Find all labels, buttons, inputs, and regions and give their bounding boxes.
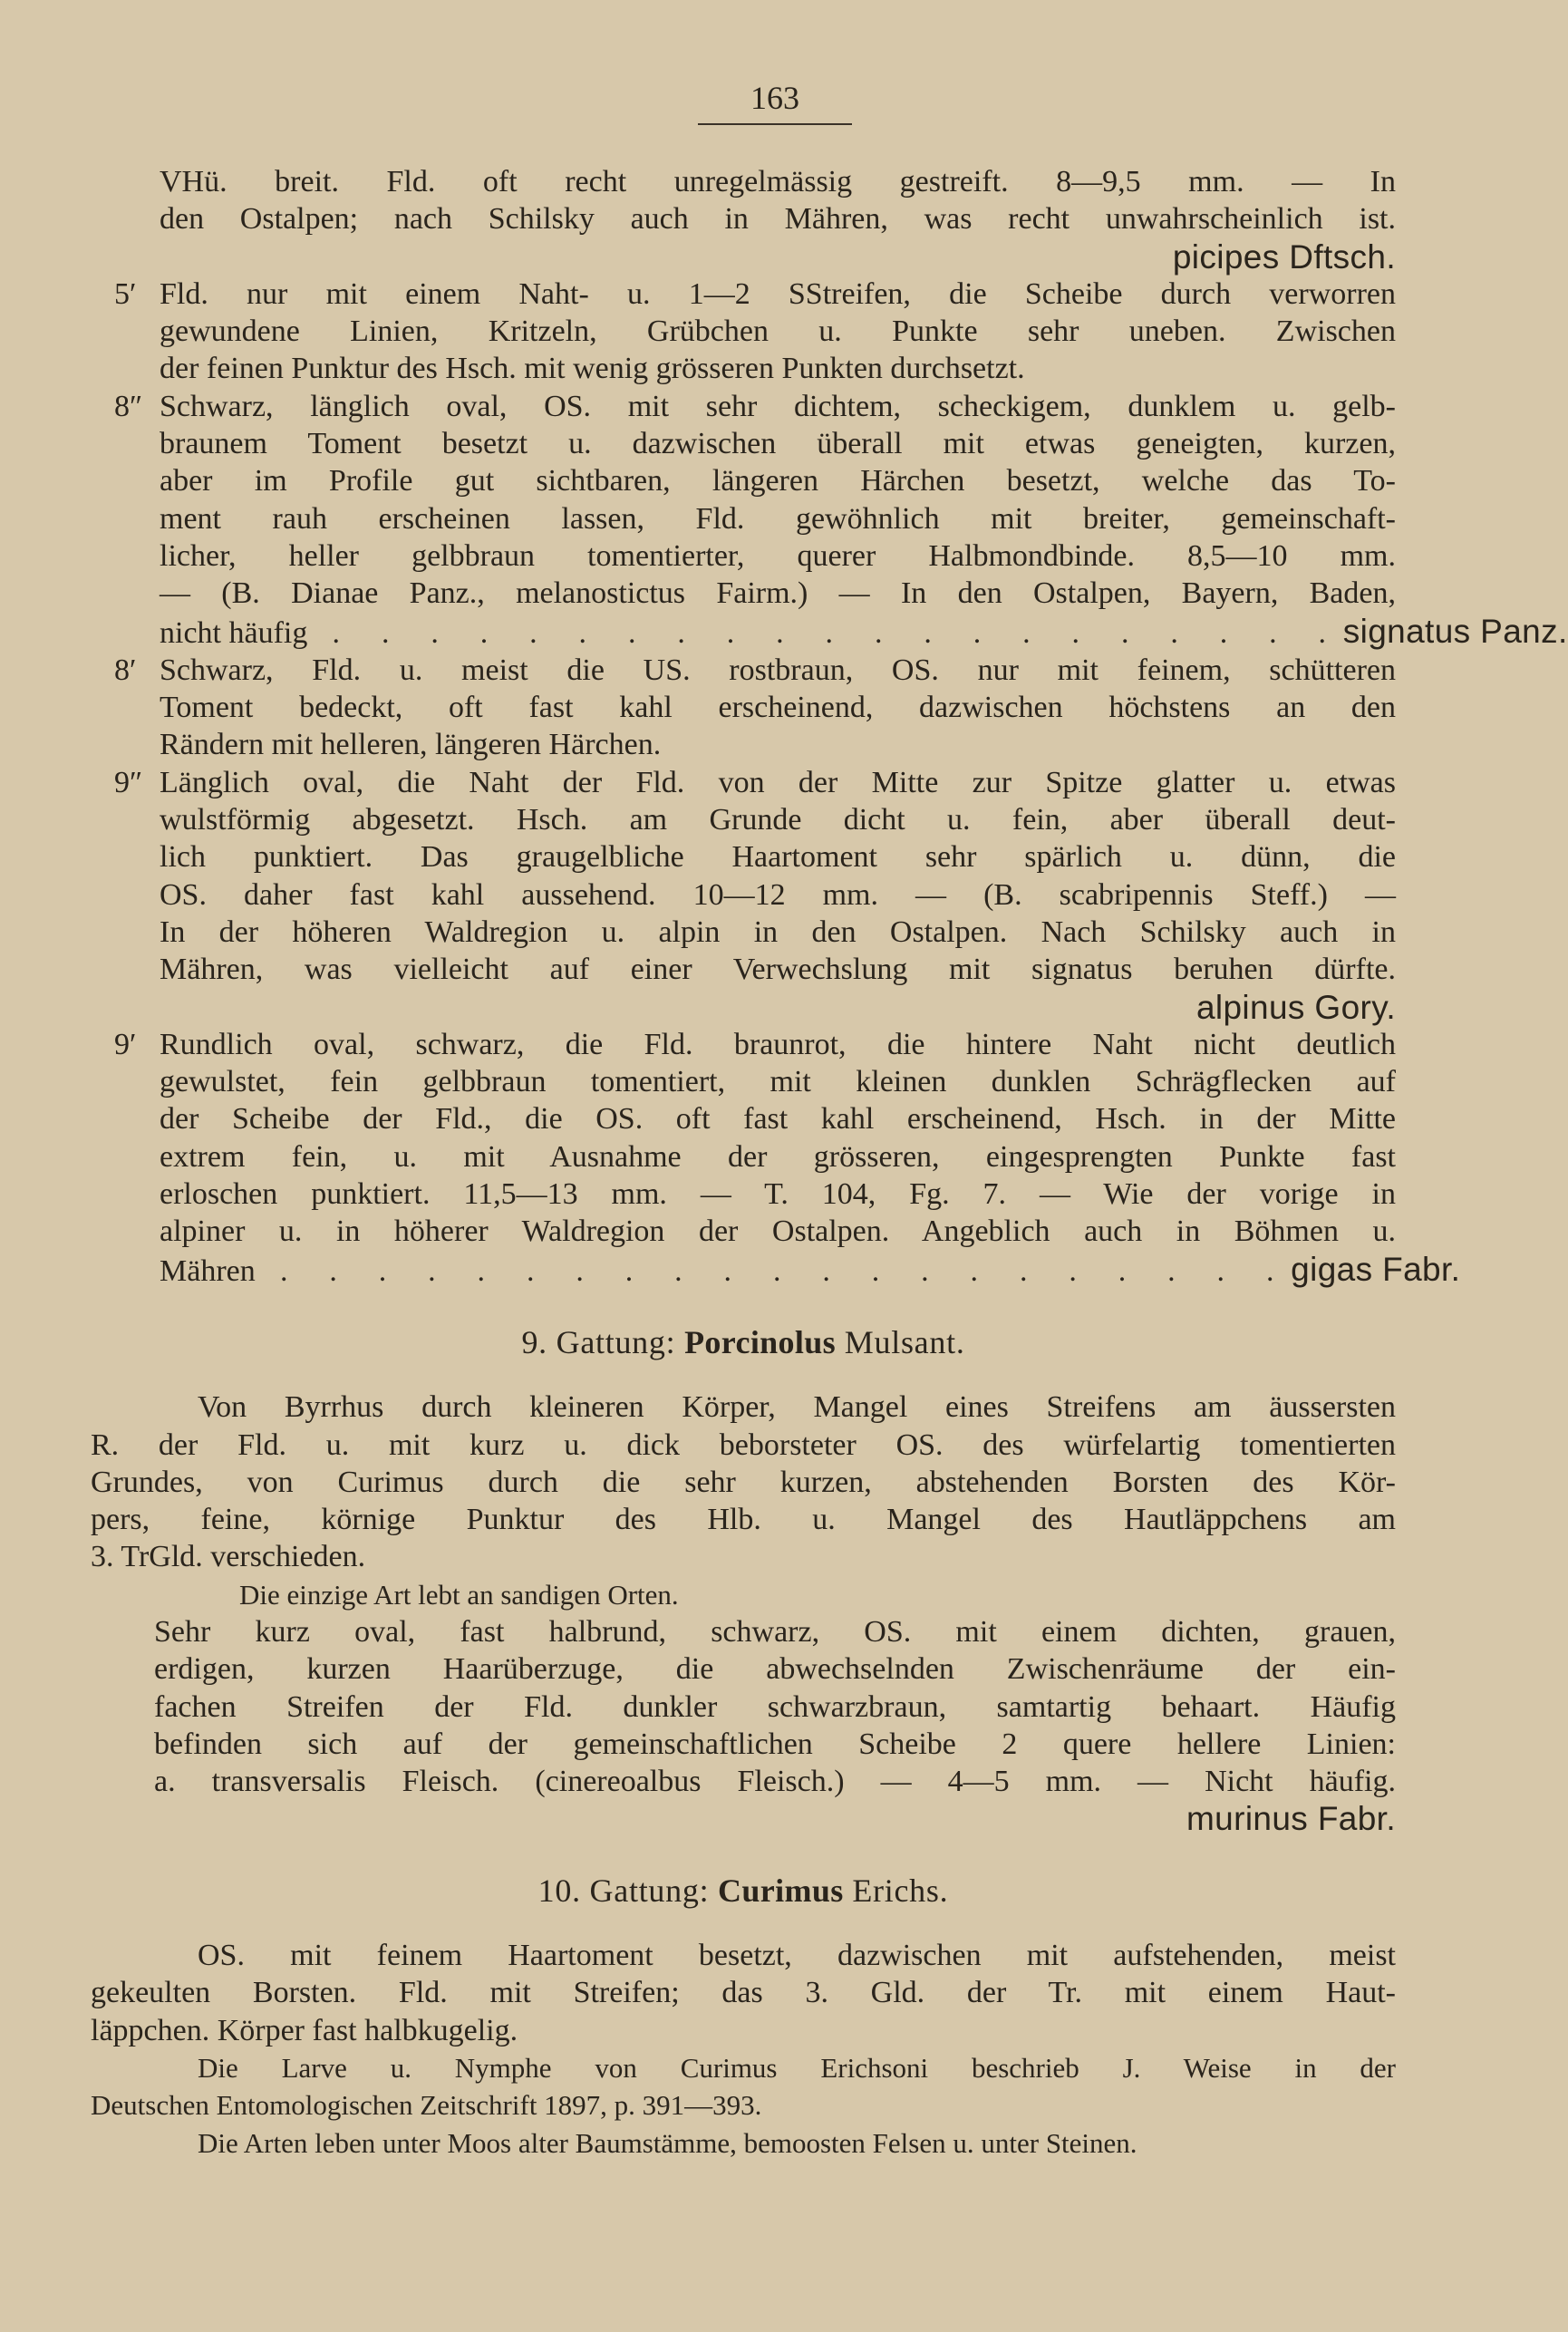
text-line: 3. TrGld. verschieden. bbox=[91, 1540, 366, 1574]
text-line: gewundene Linien, Kritzeln, Grübchen u. Punkte sehr uneben. Zwischen bbox=[160, 314, 1396, 349]
text-line: aber im Profile gut sichtbaren, längeren Härchen besetzt, welche das To- bbox=[160, 464, 1396, 498]
genus-heading-prefix: 9. Gattung: bbox=[521, 1323, 676, 1360]
text-line: Sehr kurz oval, fast halbrund, schwarz, OS. mit einem dichten, grauen, bbox=[154, 1614, 1396, 1649]
species-description bbox=[91, 1613, 1396, 1838]
text-line: den Ostalpen; nach Schilsky auch in Mähren, was recht unwahrscheinlich ist. bbox=[160, 202, 1396, 237]
key-entry bbox=[91, 1026, 1461, 1290]
key-entry bbox=[91, 764, 1396, 1026]
genus-heading bbox=[91, 1872, 1396, 1910]
text-line: Von Byrrhus durch kleineren Körper, Mangel eines Streifens am äussersten bbox=[198, 1390, 1396, 1425]
text-line: braunem Toment besetzt u. dazwischen überall mit etwas geneigten, kurzen, bbox=[160, 427, 1396, 461]
species-name: alpinus Gory. bbox=[1195, 988, 1396, 1026]
text-line: wulstförmig abgesetzt. Hsch. am Grunde dicht u. fein, aber überall deut- bbox=[160, 803, 1396, 837]
genus-author: Mulsant. bbox=[844, 1323, 965, 1360]
species-name: picipes Dftsch. bbox=[1172, 237, 1396, 276]
page-number-rule bbox=[698, 123, 852, 125]
text-line: Schwarz, länglich oval, OS. mit sehr dichtem, scheckigem, dunklem u. gelb- bbox=[160, 389, 1396, 423]
text-line: In der höheren Waldregion u. alpin in den Ostalpen. Nach Schilsky auch in bbox=[160, 914, 1396, 949]
literature-note bbox=[91, 2049, 1396, 2162]
text-line: gekeulten Borsten. Fld. mit Streifen; das 3. Gld. der Tr. mit einem Haut- bbox=[91, 1976, 1396, 2010]
text-line: VHü. breit. Fld. oft recht unregelmässig gestreift. 8—9,5 mm. — In bbox=[160, 165, 1396, 198]
text-line: Rändern mit helleren, längeren Härchen. bbox=[160, 728, 662, 762]
text-line: OS. mit feinem Haartoment besetzt, dazwischen mit aufstehenden, meist bbox=[198, 1939, 1396, 1973]
genus-author: Erichs. bbox=[852, 1872, 949, 1909]
text-line: R. der Fld. u. mit kurz u. dick beborsteter OS. des würfelartig tomentierten bbox=[91, 1427, 1396, 1462]
habitat-note: Die einzige Art lebt an sandigen Orten. bbox=[239, 1578, 679, 1611]
key-entry bbox=[91, 652, 1396, 764]
text-line: Mähren, was vielleicht auf einer Verwechslung mit signatus beruhen dürfte. bbox=[160, 953, 1396, 987]
key-entry bbox=[91, 276, 1396, 388]
page-number: 163 bbox=[750, 80, 799, 116]
text-line: alpiner u. in höherer Waldregion der Ostalpen. Angeblich auch in Böhmen u. bbox=[160, 1214, 1396, 1249]
leader-text: Mähren bbox=[160, 1253, 256, 1288]
key-entry bbox=[91, 163, 1396, 276]
text-line: erdigen, kurzen Haarüberzuge, die abwechselnden Zwischenräume der ein- bbox=[154, 1652, 1396, 1687]
couplet-number: 5′ bbox=[114, 276, 137, 311]
text-line: Grundes, von Curimus durch die sehr kurzen, abstehenden Borsten des Kör- bbox=[91, 1465, 1396, 1499]
couplet-number: 8′ bbox=[114, 653, 137, 687]
genus-name: Curimus bbox=[718, 1872, 844, 1909]
couplet-number: 8″ bbox=[114, 389, 143, 423]
text-line: Fld. nur mit einem Naht- u. 1—2 SStreifen, die Scheibe durch verworren bbox=[160, 276, 1396, 311]
text-line: Länglich oval, die Naht der Fld. von der Mitte zur Spitze glatter u. etwas bbox=[160, 765, 1396, 799]
text-line: befinden sich auf der gemeinschaftlichen Scheibe 2 quere hellere Linien: bbox=[154, 1727, 1396, 1761]
species-name: signatus Panz. bbox=[1342, 612, 1568, 650]
text-line: Die Larve u. Nymphe von Curimus Erichsoni beschrieb J. Weise in der bbox=[198, 2051, 1396, 2084]
genus-description bbox=[91, 1937, 1396, 2049]
text-line: der feinen Punktur des Hsch. mit wenig grösseren Punkten durchsetzt. bbox=[160, 352, 1025, 386]
text-line: fachen Streifen der Fld. dunkler schwarzbraun, samtartig behaart. Häufig bbox=[154, 1689, 1396, 1724]
text-line: a. transversalis Fleisch. (cinereoalbus Fleisch.) — 4—5 mm. — Nicht häufig. bbox=[154, 1765, 1396, 1799]
text-line: gewulstet, fein gelbbraun tomentiert, mit kleinen dunklen Schrägflecken auf bbox=[160, 1065, 1396, 1099]
text-line: licher, heller gelbbraun tomentierter, querer Halbmondbinde. 8,5—10 mm. bbox=[160, 538, 1396, 573]
genus-description bbox=[91, 1389, 1396, 1575]
text-line: läppchen. Körper fast halbkugelig. bbox=[91, 2013, 518, 2047]
genus-heading-prefix: 10. Gattung: bbox=[537, 1872, 710, 1909]
text-line: Die Arten leben unter Moos alter Baumstämme, bemoosten Felsen u. unter Steinen. bbox=[198, 2126, 1137, 2159]
text-line: Deutschen Entomologischen Zeitschrift 1897, p. 391—393. bbox=[91, 2089, 762, 2122]
dot-leader: . . . . . . . . . . . . . . . . . . . . . bbox=[307, 615, 1343, 650]
text-line: OS. daher fast kahl aussehend. 10—12 mm. — (B. scabripennis Steff.) — bbox=[160, 877, 1396, 912]
text-line: Toment bedeckt, oft fast kahl erscheinend, dazwischen höchstens an den bbox=[160, 691, 1396, 725]
dot-leader: . . . . . . . . . . . . . . . . . . . . . bbox=[255, 1253, 1292, 1288]
text-line: der Scheibe der Fld., die OS. oft fast kahl erscheinend, Hsch. in der Mitte bbox=[160, 1102, 1396, 1137]
leader-text: nicht häufig bbox=[160, 615, 308, 650]
key-entry bbox=[91, 388, 1568, 652]
genus-name: Porcinolus bbox=[684, 1323, 837, 1360]
couplet-number: 9′ bbox=[114, 1027, 137, 1061]
text-line: lich punktiert. Das graugelbliche Haartoment sehr spärlich u. dünn, die bbox=[160, 840, 1396, 875]
text-line: erloschen punktiert. 11,5—13 mm. — T. 104, Fg. 7. — Wie der vorige in bbox=[160, 1177, 1396, 1212]
text-line: — (B. Dianae Panz., melanostictus Fairm.) — In den Ostalpen, Bayern, Baden, bbox=[160, 576, 1396, 611]
page-content bbox=[91, 163, 1568, 2162]
species-name: murinus Fabr. bbox=[1186, 1800, 1396, 1838]
leader-line bbox=[160, 1250, 1461, 1290]
text-line: ment rauh erscheinen lassen, Fld. gewöhnlich mit breiter, gemeinschaft- bbox=[160, 501, 1396, 536]
text-line: Rundlich oval, schwarz, die Fld. braunrot, die hintere Naht nicht deutlich bbox=[160, 1027, 1396, 1061]
text-line: extrem fein, u. mit Ausnahme der grösseren, eingesprengten Punkte fast bbox=[160, 1139, 1396, 1174]
couplet-number: 9″ bbox=[114, 765, 143, 799]
text-line: pers, feine, körnige Punktur des Hlb. u. Mangel des Hautläppchens am bbox=[91, 1503, 1396, 1537]
genus-heading bbox=[91, 1324, 1396, 1361]
species-name: gigas Fabr. bbox=[1291, 1250, 1461, 1288]
leader-line bbox=[160, 612, 1568, 652]
text-line: Schwarz, Fld. u. meist die US. rostbraun, OS. nur mit feinem, schütteren bbox=[160, 653, 1396, 687]
